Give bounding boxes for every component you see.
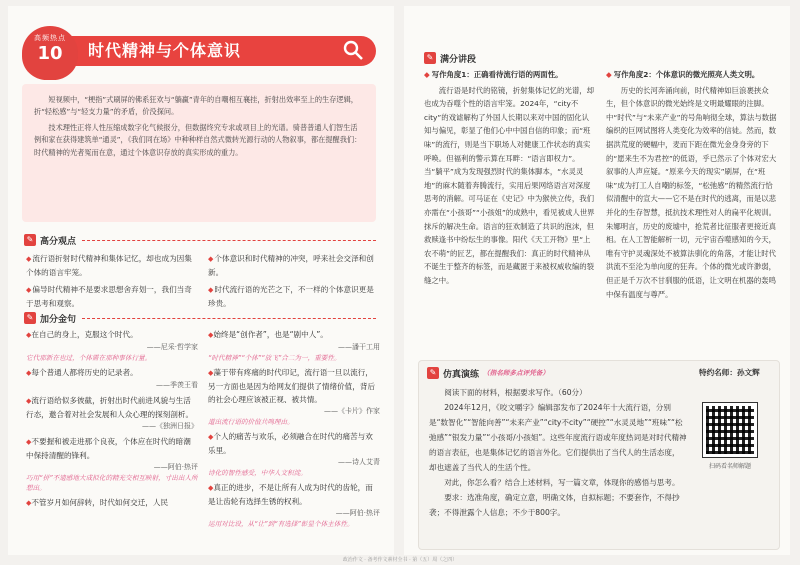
badge-caption: 高频热点 — [34, 34, 66, 42]
angle-1-body: 流行语是时代的铭镜，折射集体记忆的光谱，却也成为吞噬个性的语言牢笼。2024年，“city不city”的戏谑解构了外国人长期以来对中国的固化认知与偏见，彰显了他们心中中国自信的印象；而“班味”的流行，则是当下职场人对健康工作状态的真实呼唤。但福利的警示算在耳畔：“语言即权力”。当“躺平”成为发现强烈时代的集体脚本，“水灵灵地”的麻木随着奔腾流行，实用后果网络语言对深度思考的消解。可马证在《史记》中为猴侠立传，我们亦需在“小孩哥”“小孩姐”的成熟中，看见被成人世界抹斥的解决生命。语言的狂欢制造了共识的泡沫，但救赎逢书中纷纭生的事像。阳代《天工开物》里“上农不萌”的匠艺，都在提醒我们：真正的时代精神从不诞生于整齐的标签，而是藏匿于来被权威收编的裂缝之中。 — [424, 85, 595, 285]
fullmarks-heading — [424, 50, 776, 66]
quote-item — [26, 435, 198, 493]
divider — [82, 318, 376, 319]
angle-1-title: ◆ 写作角度1：正确看待流行语的两面性。 — [424, 68, 596, 82]
quote-text: ◆ 不管岁月如何辞转，时代如何交迁，人民 — [26, 496, 198, 510]
practice-title: 仿真演练 — [443, 369, 480, 380]
fullmarks-column-2 — [606, 68, 778, 354]
quote-source: ——诗人艾青 — [338, 458, 380, 466]
quote-source: ——尼采·哲学家 — [146, 343, 198, 351]
quote-text: ◆ 始终是“创作者”，也是“剧中人”。 — [208, 328, 380, 342]
angle-2-body: 历史的长河奔涌向前，时代精神如巨浪裹挟众生，但个体意识的微光始终是文明最耀眼的注脚。中“时代”与“未来产业”的号角响彻全球，算法与数据编织的巨网试图将人类变化为效率的信徒。然而，数据洪荒度的硬幅中，麦而下距在微光金身身旁的下的“愿来生不为君控”的低语，乎已然示了个体对宏大叙事的人声应疑。“原来今天的现实”刷屏，在“班味”成为打工人自嘲的标签，“松弛感”的精然流行恰似清醒中的宣大——它不是在时代的逃离，而是以悲并化的生存智慧，抵抗技术理性对人的扁平化规训。朱娜明言，历史的废墟中，抢荒者比征服者更接近真相。在人工智能解析一切，元宇宙吞噬感知的今天，唯有守护灵魂深处不被算法驯化的角落，才能让时代洪流不至沦为单向度的狂奔。个体的微光或许渺弱，但正是千万次不甘驯服的低语，让文明在机器的轰鸣中保有温度与尊严。 — [606, 85, 777, 299]
topic-badge — [22, 26, 78, 80]
quote-text: ◆ 藻于带有疼痛的时代印记，流行语一旦以流行，另一方面也是因为给网友们提供了情绪价值，背后的社会心理应该被正视、被共情。 — [208, 366, 380, 406]
teacher-name: 特约名师：孙文辉 — [699, 368, 760, 377]
practice-paragraph: 2024年12月，《咬文嚼字》编辑部发布了2024年十大流行语，分别是“数智化”“智能向善”“未来产业”“city不city”“硬控”“水灵灵地”“班味”“松弛感”“银发力量”“小孩哥/小孩姐”。这些年度流行语或年度热词是对时代精神的语言表征，也是集体记忆的语言外化。它们提供出了当代人的生活态度，却也遮盖了当代人的生活个性。 — [429, 403, 687, 472]
practice-paragraph: 要求：选准角度，确定立意，明确文体，自拟标题；不要套作，不得抄袭；不得泄露个人信息；不少于800字。 — [429, 493, 680, 517]
quote-item — [26, 394, 198, 432]
quote-text: ◆ 每个普通人都将历史的记录者。 — [26, 366, 198, 380]
quote-item — [208, 328, 380, 363]
quote-source: ——《卡片》作家 — [324, 407, 380, 415]
quote-item — [208, 481, 380, 529]
quote-text: ◆ 个人的痛苦与欢乐，必须融合在时代的痛苦与欢乐里。 — [208, 430, 380, 457]
quote-source: ——潘干工用 — [338, 343, 380, 351]
pen-icon: ✎ — [24, 312, 36, 324]
badge-number: 10 — [37, 43, 63, 64]
intro-paragraph: 短视频中，“梗指”式刷屏的佛系狂欢与“躺赢”青年的自嘲相互襄挂，折射出效率至上的生存逻辑，折“轻松感”与“轻支力量”的矛盾，价没探问。 — [34, 95, 358, 117]
quote-note: 巧用“拼”不遗感地大成拟化的精光交相互映射，寸出出人所想出。 — [26, 474, 198, 492]
page-footer: 政治作文 · 备考作文素材全书 · 第（五）周（之四） — [342, 557, 458, 563]
quote-item — [208, 430, 380, 478]
practice-subtitle: （指名师多点评凭备） — [483, 369, 549, 377]
quote-source: ——阿伯·热评 — [335, 509, 380, 517]
sentences-title: 加分金句 — [40, 314, 77, 325]
viewpoints-title: 高分观点 — [40, 236, 77, 247]
qr-code[interactable] — [703, 403, 757, 457]
pen-icon: ✎ — [424, 52, 436, 64]
sentences-left — [26, 328, 198, 554]
viewpoint-item: ◆ 个体意识和时代精神的冲突，呼来社会交泽和创新。 — [208, 252, 378, 279]
practice-paragraph: 对此，你怎么看？结合上述材料，写一篇文章，体现你的感悟与思考。 — [444, 478, 680, 487]
qr-label: 扫码看名师解题 — [708, 463, 751, 470]
quote-source: ——季羡王看 — [156, 381, 198, 389]
quote-text: ◆ 流行语给似多彼截，折射出时代前进风貌与生活行态，邀合着对社会发展和人众心理的探刻剖析。 — [26, 394, 198, 421]
fullmarks-column-1 — [424, 68, 596, 354]
quote-item — [26, 366, 198, 391]
practice-heading — [427, 365, 687, 381]
viewpoints-right — [208, 252, 378, 314]
viewpoints-heading — [24, 232, 376, 248]
quote-source: ——《独洲日报》 — [142, 422, 198, 430]
viewpoint-item: ◆ 流行语折射时代精神和集体记忆，却也成为因集个体的语言牢笼。 — [26, 252, 196, 279]
practice-body — [429, 385, 687, 520]
intro-paragraph: 技术理性正将人性压缩成数字化气候报分，但数据终究专求或项目上的光谱。骑普普通人们智生活例和家在获得建筑单“通灵”，《我们同在场》中种种样自然式微转光源行动的人物叙事，都在提醒我们：时代精神的光者冤而在意，通过个体意识存放的真实形成的重力。 — [34, 122, 362, 157]
topic-title: 时代精神与个体意识 — [70, 36, 376, 66]
quote-source: ——阿伯·热评 — [153, 463, 198, 471]
sentences-right — [208, 328, 380, 554]
quote-text: ◆ 真正的进步，不是让所有人成为时代的齿轮，而是让齿轮有选择生锈的权利。 — [208, 481, 380, 508]
viewpoint-item: ◆ 偏导时代精神不是要求思想舍弃划一，我们当奇于思考和观察。 — [26, 283, 196, 310]
viewpoint-item: ◆ 时代流行语的光芒之下，不一样的个体意识更是珍贵。 — [208, 283, 378, 310]
magnifier-icon — [342, 39, 364, 61]
pen-icon: ✎ — [427, 367, 439, 379]
practice-paragraph: 阅读下面的材料，根据要求写作。（60分） — [444, 388, 587, 397]
quote-note: 道出流行语的价值共鸣理由。 — [208, 418, 294, 426]
practice-box — [418, 360, 780, 550]
viewpoints-left — [26, 252, 196, 314]
quote-text: ◆ 不要握和被走进那个良夜，个体应在时代的暗潮中保持清醒的锋利。 — [26, 435, 198, 462]
quote-item — [26, 328, 198, 363]
sentences-heading — [24, 310, 376, 326]
divider — [82, 240, 376, 241]
angle-2-title: ◆ 写作角度2：个体意识的微光照亮人类文明。 — [606, 68, 778, 82]
quote-note: 它代那新在也过，个体需在那种事体行量。 — [26, 354, 152, 362]
quote-text: ◆ 在自己的身上，克服这个时代。 — [26, 328, 198, 342]
quote-note: “时代精神”“个体”“放飞”合二为一，重要性。 — [208, 354, 341, 362]
quote-note: 运用对比设，从“让”到“有选择”彰显个体主体性。 — [208, 520, 354, 528]
intro-box — [22, 84, 376, 222]
fullmarks-title: 满分讲段 — [440, 54, 477, 65]
quote-item — [26, 496, 198, 510]
quote-note: 诗化的智性感受，中华人文积淀。 — [208, 469, 307, 477]
quote-item — [208, 366, 380, 427]
pen-icon: ✎ — [24, 234, 36, 246]
topic-header — [22, 30, 376, 74]
